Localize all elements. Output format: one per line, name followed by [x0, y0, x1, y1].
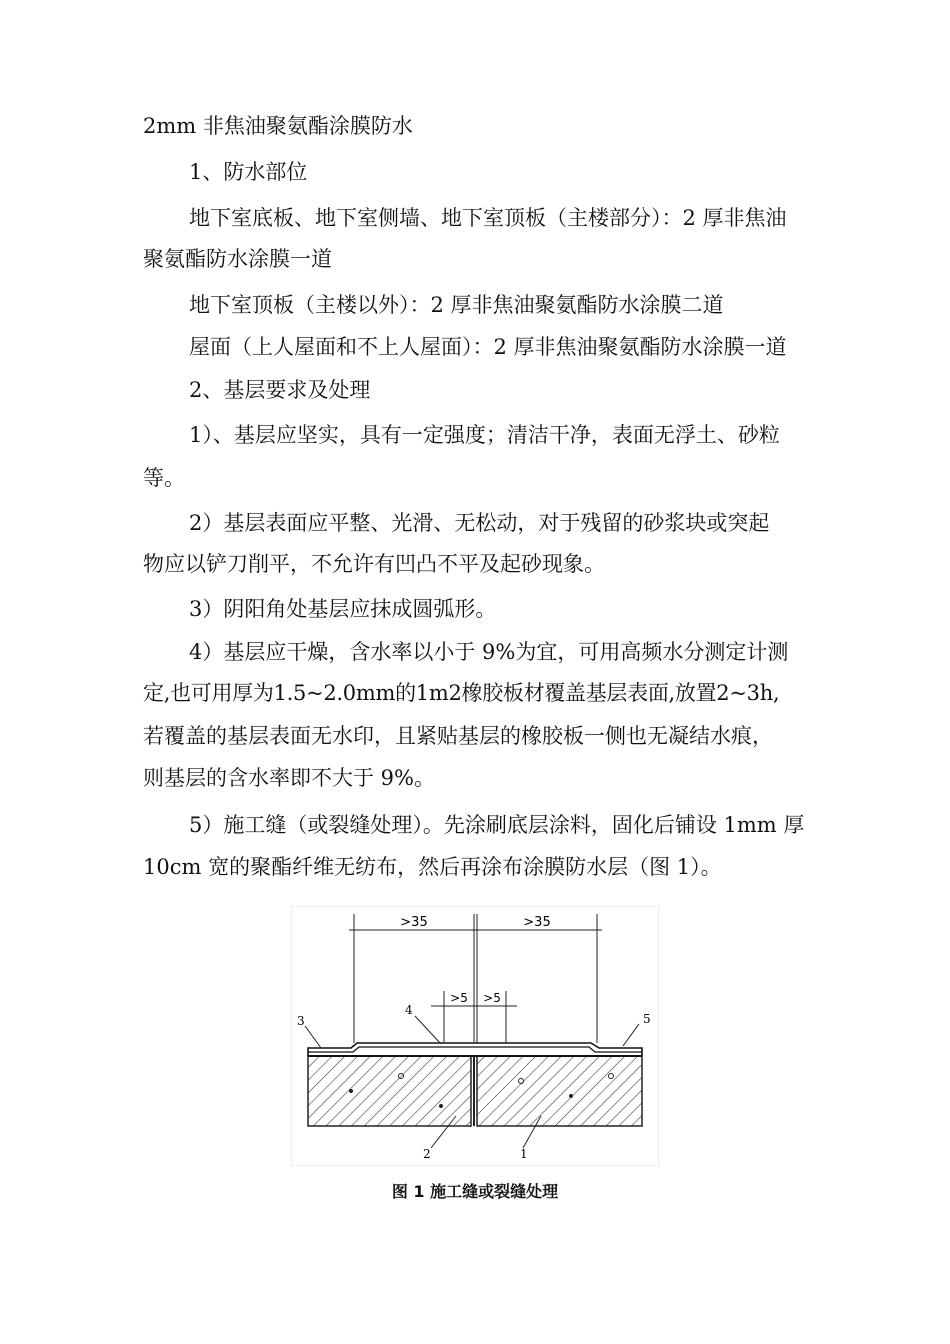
- figure-frame: [291, 906, 659, 1166]
- dimension-small-left-label: >5: [450, 991, 468, 1005]
- requirement-4-line-3: 若覆盖的基层表面无水印，且紧贴基层的橡胶板一侧也无凝结水痕，: [143, 724, 773, 748]
- label-3: 3: [297, 1014, 305, 1028]
- paragraph-2: 地下室顶板（主楼以外）：2 厚非焦油聚氨酯防水涂膜二道: [189, 293, 724, 317]
- label-4: 4: [405, 1003, 413, 1017]
- requirement-4-line-4: 则基层的含水率即不大于 9%。: [143, 766, 435, 790]
- construction-joint-figure: [291, 906, 659, 1166]
- dimension-left-label: >35: [400, 915, 428, 930]
- document-title: 2mm 非焦油聚氨酯涂膜防水: [143, 114, 413, 138]
- section-1-heading: 1、防水部位: [189, 160, 308, 184]
- dimension-small-right-label: >5: [483, 991, 501, 1005]
- requirement-2-line-2: 物应以铲刀削平，不允许有凹凸不平及起砂现象。: [143, 552, 605, 576]
- requirement-4-line-1: 4）基层应干燥，含水率以小于 9%为宜，可用高频水分测定计测: [189, 640, 789, 664]
- requirement-3: 3）阴阳角处基层应抹成圆弧形。: [189, 597, 497, 621]
- label-5: 5: [643, 1012, 651, 1026]
- requirement-4-line-2: 定,也可用厚为1.5~2.0mm的1m2橡胶板材覆盖基层表面,放置2~3h,: [143, 681, 780, 705]
- waterproof-layers: [308, 1043, 642, 1056]
- label-1: 1: [520, 1147, 528, 1161]
- label-2: 2: [423, 1147, 431, 1161]
- dimension-lines: [349, 914, 602, 1043]
- concrete-slabs: [308, 1056, 642, 1126]
- requirement-5-line-1: 5）施工缝（或裂缝处理）。先涂刷底层涂料，固化后铺设 1mm 厚: [189, 813, 805, 837]
- dimension-right-label: >35: [523, 915, 551, 930]
- paragraph-1-line-1: 地下室底板、地下室侧墙、地下室顶板（主楼部分）：2 厚非焦油: [189, 206, 787, 230]
- requirement-5-line-2: 10cm 宽的聚酯纤维无纺布，然后再涂布涂膜防水层（图 1）。: [143, 855, 722, 879]
- figure-caption: 图 1 施工缝或裂缝处理: [391, 1182, 559, 1201]
- paragraph-3: 屋面（上人屋面和不上人屋面）：2 厚非焦油聚氨酯防水涂膜一道: [189, 335, 787, 359]
- requirement-1-line-1: 1）、基层应坚实，具有一定强度；清洁干净，表面无浮土、砂粒: [189, 423, 780, 447]
- paragraph-1-line-2: 聚氨酯防水涂膜一道: [143, 247, 332, 271]
- requirement-1-line-2: 等。: [143, 466, 185, 490]
- requirement-2-line-1: 2）基层表面应平整、光滑、无松动，对于残留的砂浆块或突起: [189, 511, 770, 535]
- section-2-heading: 2、基层要求及处理: [189, 378, 371, 402]
